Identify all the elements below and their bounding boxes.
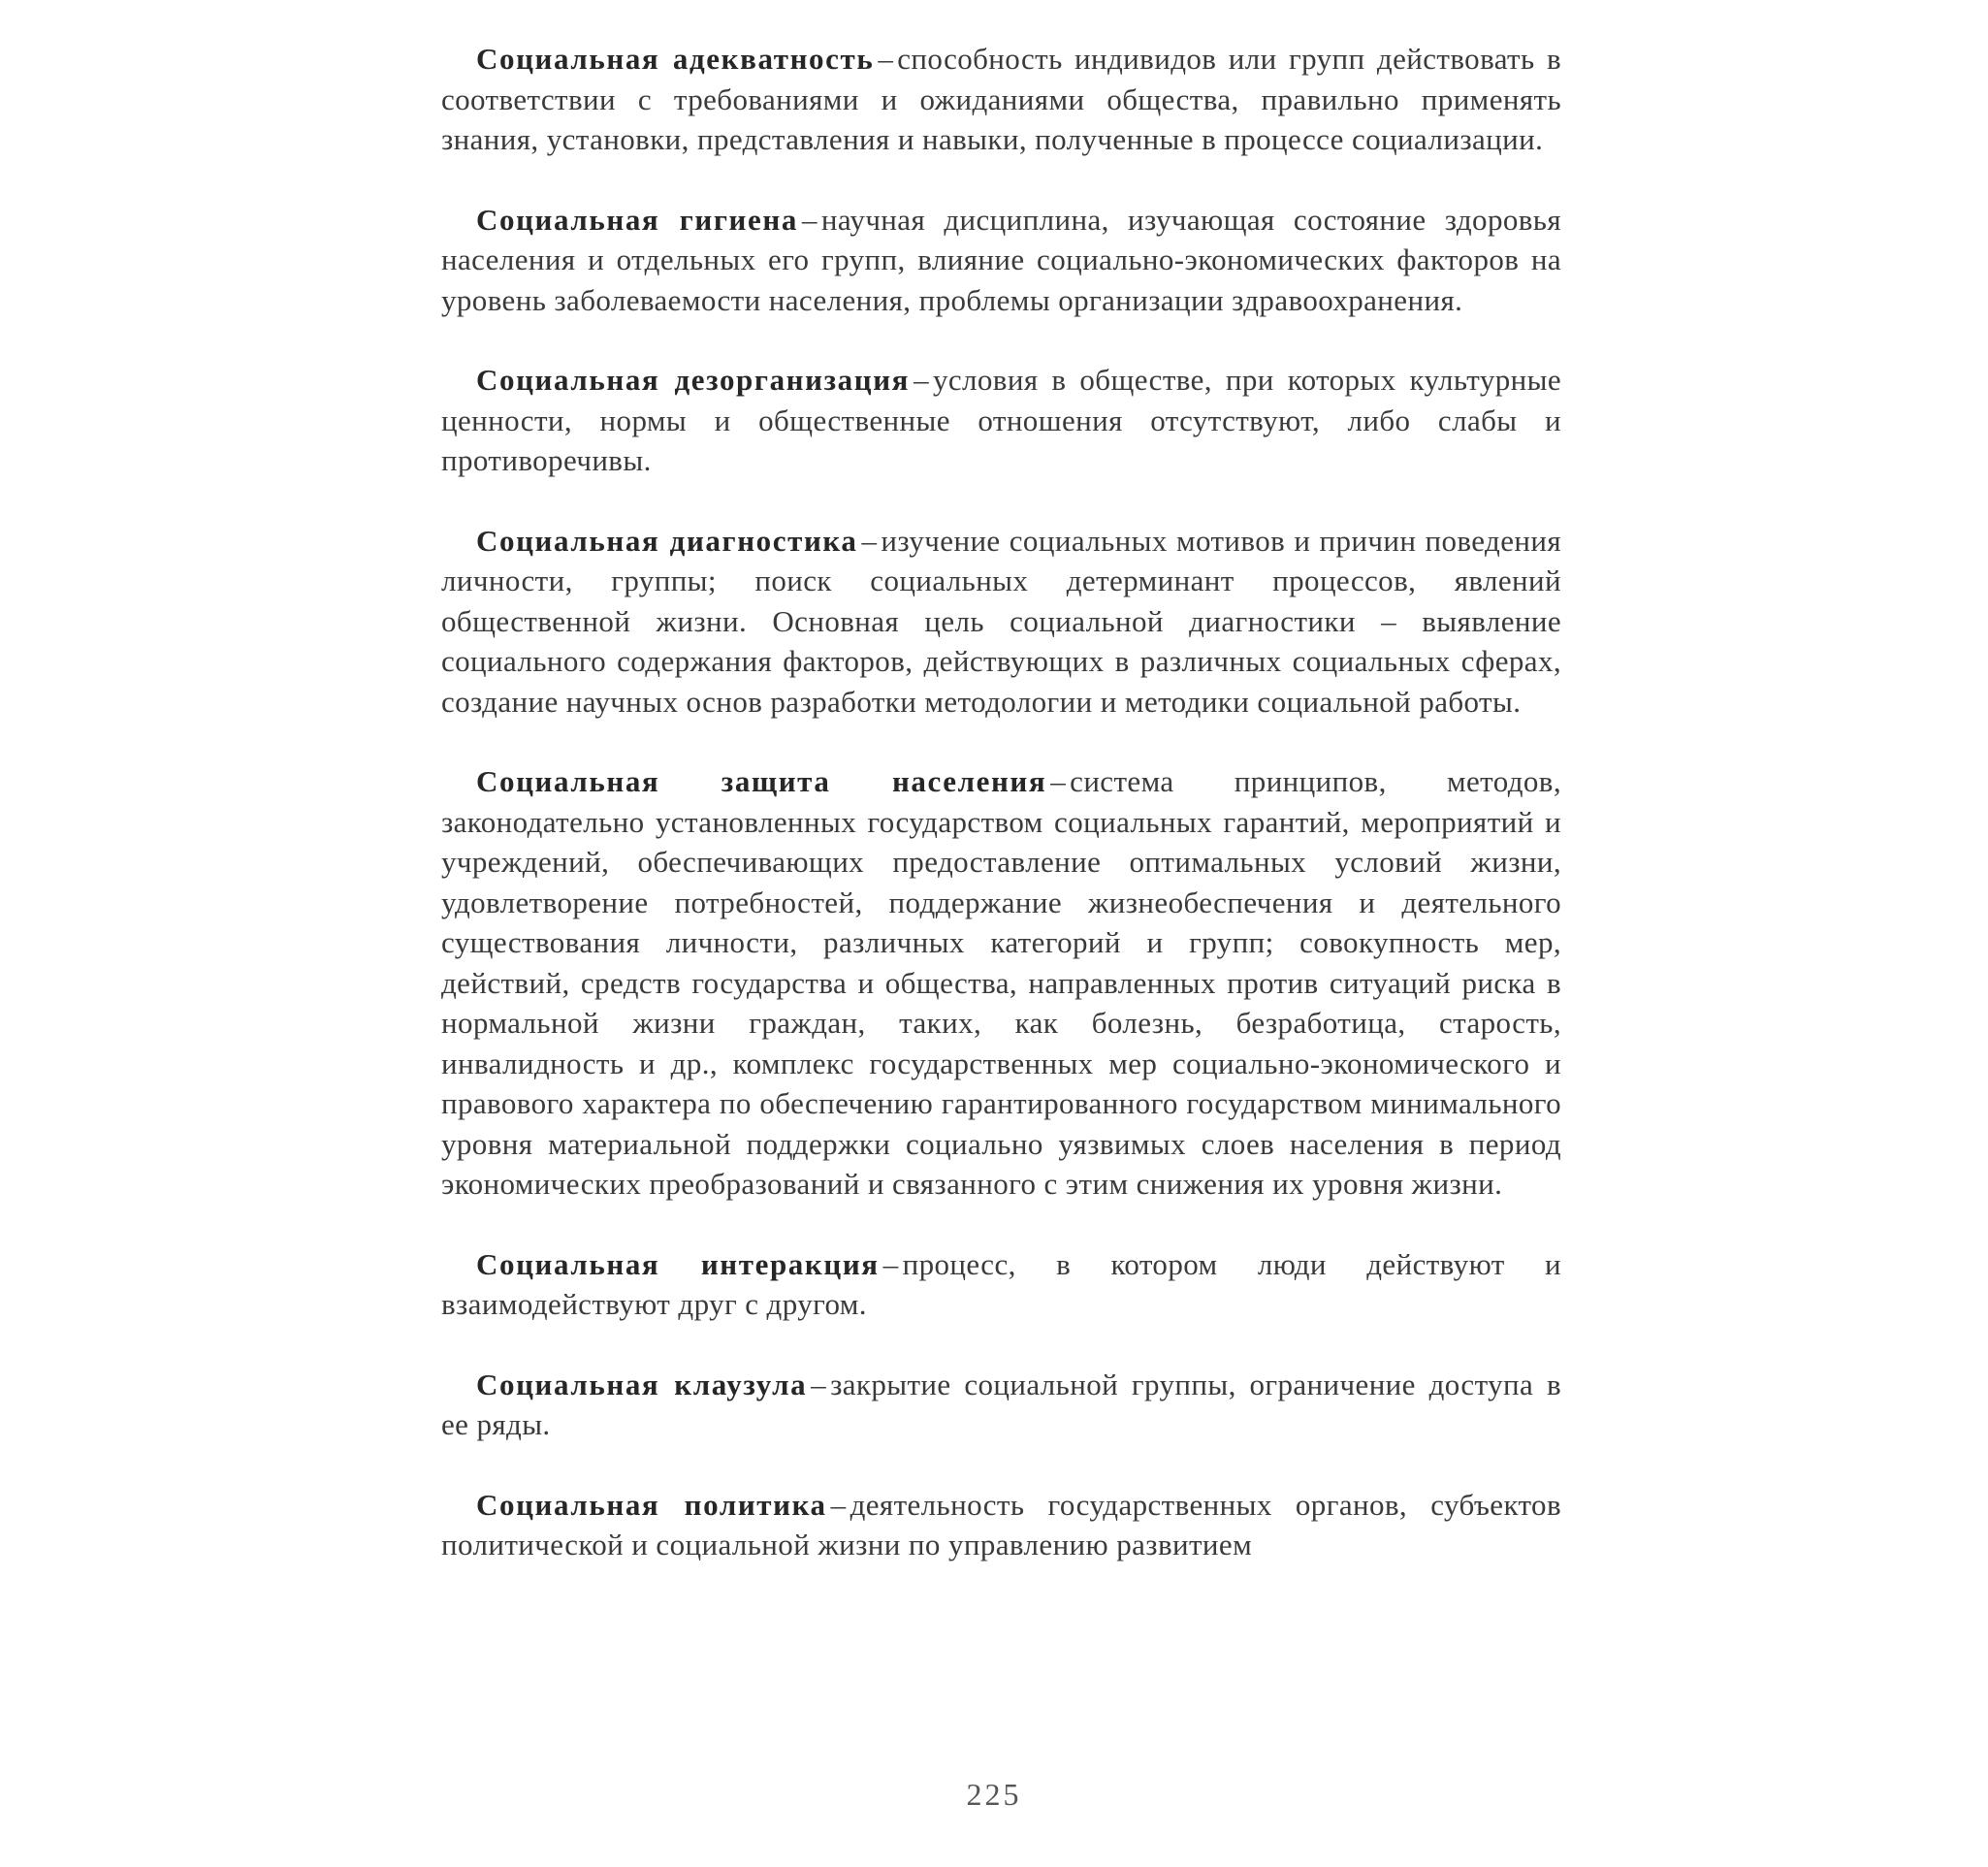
entry-social-adequacy: [441, 39, 1561, 160]
entry-social-disorganization: [441, 360, 1561, 481]
entry-definition: изучение социальных мотивов и причин поведения личности, группы; поиск социальных детерминант процессов, явлений общественной жизни. Основная цель социальной диагностики – выявление социального содержания факторов, действующих в различных социальных сферах, создание научных основ разработки методологии и методики социальной работы.: [441, 523, 1561, 719]
entry-social-protection: [441, 761, 1561, 1205]
entry-dash: –: [882, 1246, 899, 1281]
entry-definition: способность индивидов или групп действовать в соответствии с требованиями и ожиданиями общества, правильно применять знания, установки, представления и навыки, полученные в процессе социализации.: [441, 42, 1562, 156]
entry-definition: система принципов, методов, законодательно установленных государством социальных гарантий, мероприятий и учреждений, обеспечивающих предоставление оптимальных условий жизни, удовлетворение потребностей, поддержание жизнеобеспечения и деятельного существования личности, различных категорий и групп; совокупность мер, действий, средств государства и общества, направленных против ситуаций риска в нормальной жизни граждан, таких, как болезнь, безработица, старость, инвалидность и др., комплекс государственных мер социально-экономического и правового характера по обеспечению гарантированного государством минимального уровня материальной поддержки социально уязвимых слоев населения в период экономических преобразований и связанного с этим снижения их уровня жизни.: [441, 764, 1561, 1201]
entry-term: Социальная политика: [476, 1487, 827, 1522]
entry-term: Социальная клаузула: [476, 1367, 808, 1401]
page-number: 225: [966, 1777, 1022, 1812]
entry-social-interaction: [441, 1244, 1561, 1325]
entry-dash: –: [878, 42, 894, 76]
entry-term: Социальная интеракция: [476, 1246, 880, 1281]
entry-term: Социальная дезорганизация: [476, 363, 911, 397]
entry-dash: –: [1050, 764, 1067, 798]
dictionary-page: [441, 39, 1561, 1605]
entry-social-policy: [441, 1485, 1561, 1565]
entry-dash: –: [801, 202, 818, 237]
entry-term: Социальная адекватность: [476, 42, 875, 76]
entry-dash: –: [861, 523, 878, 558]
entry-definition: научная дисциплина, изучающая состояние здоровья населения и отдельных его групп, влияние социально-экономических факторов на уровень заболеваемости населения, проблемы организации здравоохранения.: [441, 202, 1561, 317]
entry-social-closure: [441, 1365, 1561, 1445]
entry-term: Социальная гигиена: [476, 202, 798, 237]
entry-definition: процесс, в котором люди действуют и взаимодействуют друг с другом.: [441, 1246, 1562, 1321]
entry-definition: условия в обществе, при которых культурные ценности, нормы и общественные отношения отсутствуют, либо слабы и противоречивы.: [441, 363, 1562, 477]
entry-term: Социальная диагностика: [476, 523, 858, 558]
entry-term: Социальная защита населения: [476, 764, 1047, 798]
entry-dash: –: [811, 1367, 827, 1401]
entry-dash: –: [830, 1487, 847, 1522]
entry-definition: деятельность государственных органов, субъектов политической и социальной жизни по управлению развитием: [441, 1487, 1561, 1561]
entry-definition: закрытие социальной группы, ограничение доступа в ее ряды.: [441, 1367, 1561, 1441]
entry-social-diagnostics: [441, 521, 1561, 723]
entry-dash: –: [914, 363, 929, 397]
entry-social-hygiene: [441, 200, 1561, 321]
